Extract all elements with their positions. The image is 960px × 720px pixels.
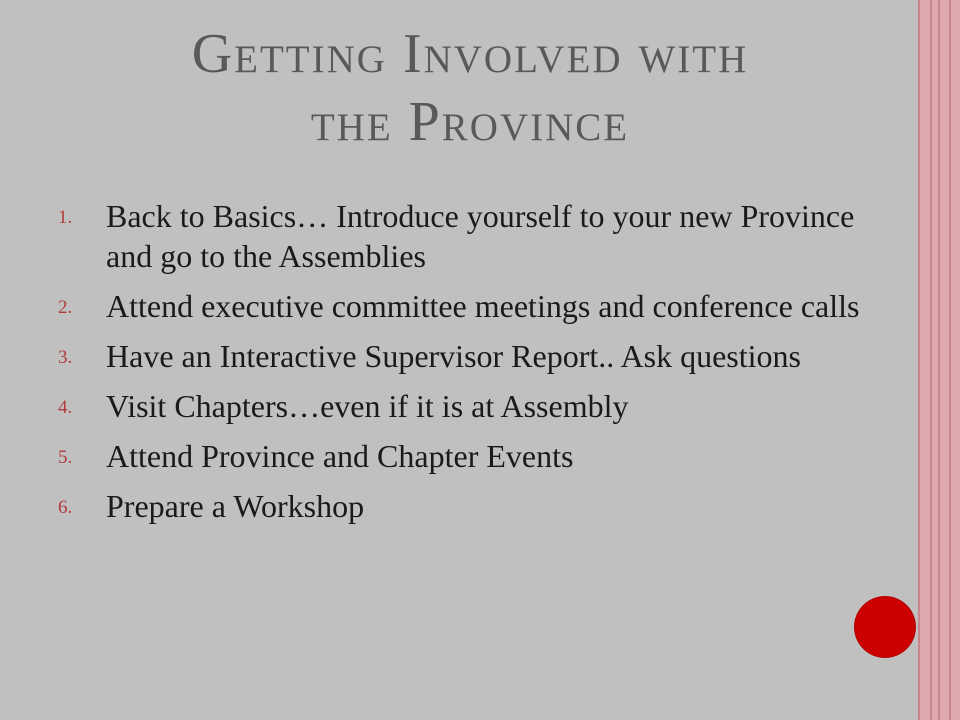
list-item-number: 3.: [58, 347, 73, 368]
list-item-text: Visit Chapters…even if it is at Assembly: [106, 388, 629, 424]
list-item: [58, 196, 888, 276]
list-item: [58, 436, 888, 476]
right-edge-line: [949, 0, 951, 720]
red-circle-decoration: [855, 597, 915, 657]
list-item: [58, 486, 888, 526]
list-item-text: Back to Basics… Introduce yourself to your new Province and go to the Assemblies: [106, 198, 855, 274]
right-edge-line: [938, 0, 940, 720]
list-item-number: 4.: [58, 397, 73, 418]
list-item: [58, 336, 888, 376]
slide-title: [60, 20, 880, 156]
list-item-text: Prepare a Workshop: [106, 488, 365, 524]
list-item-number: 5.: [58, 447, 73, 468]
list-item-text: Attend executive committee meetings and conference calls: [106, 288, 860, 324]
list-item-text: Have an Interactive Supervisor Report.. Ask questions: [106, 338, 801, 374]
list-item-number: 1.: [58, 207, 73, 228]
list-item-number: 6.: [58, 497, 73, 518]
numbered-list: [58, 196, 888, 536]
slide-title-line-1: Getting Involved with: [191, 23, 749, 85]
right-edge-line: [930, 0, 932, 720]
slide-title-line-2: the Province: [310, 91, 630, 153]
list-item: [58, 386, 888, 426]
list-item-text: Attend Province and Chapter Events: [106, 438, 574, 474]
right-edge-line: [918, 0, 920, 720]
list-item-number: 2.: [58, 297, 73, 318]
list-item: [58, 286, 888, 326]
